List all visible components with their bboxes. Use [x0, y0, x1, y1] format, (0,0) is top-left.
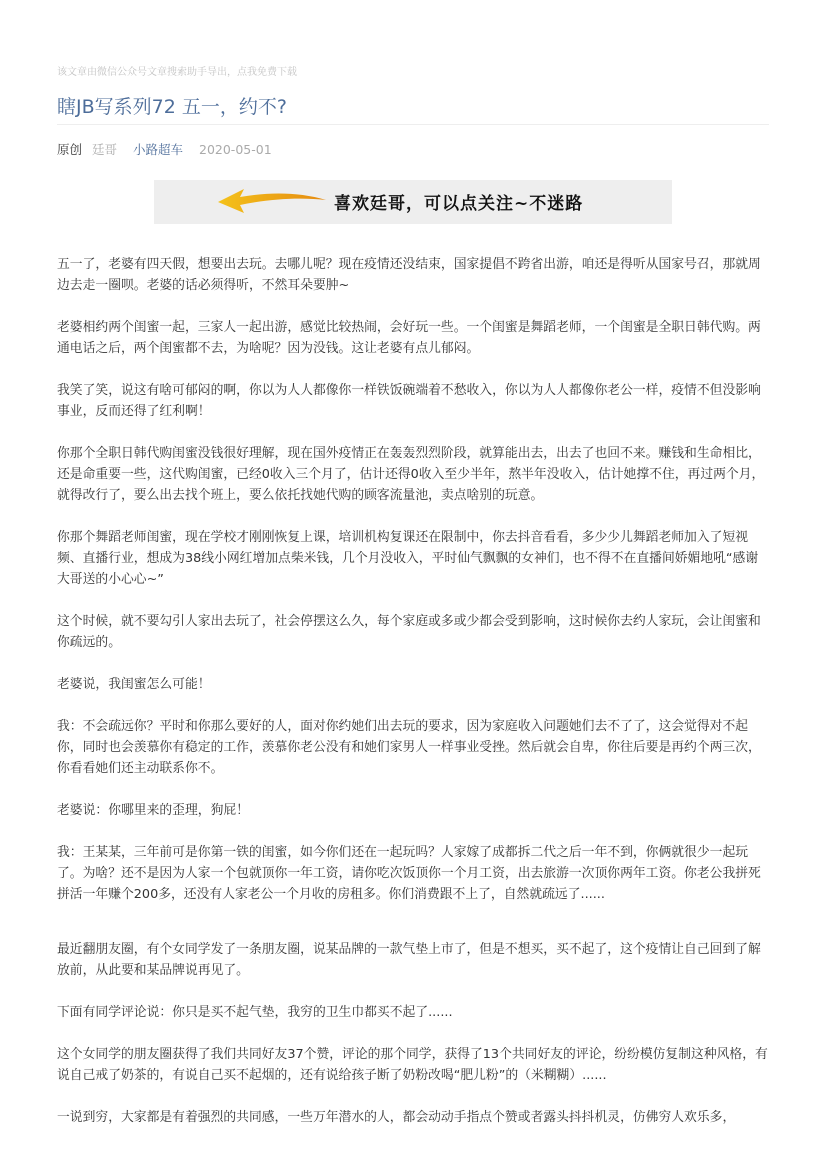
article-title: 瞎JB写系列72 五一，约不?: [57, 96, 287, 118]
paragraph: 这个时候，就不要勾引人家出去玩了，社会停摆这么久，每个家庭或多或少都会受到影响，这时候你去约人家玩，会让闺蜜和你疏远的。: [57, 614, 761, 650]
paragraph: 你那个全职日韩代购闺蜜没钱很好理解，现在国外疫情正在轰轰烈烈阶段，就算能出去，出去了也回不来。赚钱和生命相比，还是命重要一些，这代购闺蜜，已经0收入三个月了，估计还得0收入至少半年，熬半年没收入，估计她撑不住，再过两个月，就得改行了，要么出去找个班上，要么依托找她代购的顾客流量池，卖点啥别的玩意。: [57, 446, 765, 503]
follow-banner: [154, 180, 672, 224]
export-notice-link[interactable]: 该文章由微信公众号文章搜索助手导出，点我免费下载: [57, 67, 297, 78]
author-name: 廷哥: [92, 142, 118, 157]
paragraph: 我：王某某，三年前可是你第一铁的闺蜜，如今你们还在一起玩吗？人家嫁了成都拆二代之后一年不到，你俩就很少一起玩了。为啥？还不是因为人家一个包就顶你一年工资，请你吃次饭顶你一个月工资，出去旅游一次顶你两年工资。你老公我拼死拼活一年赚个200多，还没有人家老公一个月收的房租多。你们消费跟不上了，自然就疏远了......: [57, 845, 761, 902]
original-tag: 原创: [57, 142, 83, 157]
paragraph: 我：不会疏远你？平时和你那么要好的人，面对你约她们出去玩的要求，因为家庭收入问题她们去不了了，这会觉得对不起你，同时也会羡慕你有稳定的工作，羡慕你老公没有和她们家男人一样事业受挫。然后就会自卑，你往后要是再约个两三次，你看看她们还主动联系你不。: [57, 719, 761, 776]
title-divider: [57, 124, 769, 125]
paragraph: 老婆说：你哪里来的歪理，狗屁！: [57, 803, 249, 818]
article-meta: [57, 140, 272, 158]
article-body: [57, 254, 769, 1149]
paragraph: 一说到穷，大家都是有着强烈的共同感，一些万年潜水的人，都会动动手指点个赞或者露头抖抖机灵，仿佛穷人欢乐多，: [57, 1110, 736, 1125]
paragraph: 最近翻朋友圈，有个女同学发了一条朋友圈，说某品牌的一款气垫上市了，但是不想买，买不起了，这个疫情让自己回到了解放前，从此要和某品牌说再见了。: [57, 942, 761, 978]
paragraph: 我笑了笑，说这有啥可郁闷的啊，你以为人人都像你一样铁饭碗端着不愁收入，你以为人人都像你老公一样，疫情不但没影响事业，反而还得了红利啊！: [57, 383, 761, 419]
paragraph: 五一了，老婆有四天假，想要出去玩。去哪儿呢？现在疫情还没结束，国家提倡不跨省出游，咱还是得听从国家号召，那就周边去走一圈呗。老婆的话必须得听，不然耳朵要肿~: [57, 257, 761, 293]
paragraph: 这个女同学的朋友圈获得了我们共同好友37个赞，评论的那个同学，获得了13个共同好友的评论，纷纷模仿复制这种风格，有说自己戒了奶茶的，有说自己买不起烟的，还有说给孩子断了奶粉改喝“肥儿粉”的（米糊糊）......: [57, 1047, 768, 1083]
paragraph: 老婆说，我闺蜜怎么可能！: [57, 677, 211, 692]
publish-date: 2020-05-01: [199, 142, 272, 157]
paragraph: 老婆相约两个闺蜜一起，三家人一起出游，感觉比较热闹，会好玩一些。一个闺蜜是舞蹈老师，一个闺蜜是全职日韩代购。两通电话之后，两个闺蜜都不去，为啥呢？因为没钱。这让老婆有点儿郁闷。: [57, 320, 761, 356]
paragraph: 下面有同学评论说：你只是买不起气垫，我穷的卫生巾都买不起了......: [57, 1005, 453, 1020]
paragraph: 你那个舞蹈老师闺蜜，现在学校才刚刚恢复上课，培训机构复课还在限制中，你去抖音看看，多少少儿舞蹈老师加入了短视频、直播行业，想成为38线小网红增加点柴米钱，几个月没收入，平时仙气飘飘的女神们，也不得不在直播间娇媚地吼“感谢大哥送的小心心~”: [57, 530, 759, 587]
arrow-icon: [214, 180, 334, 224]
banner-text: 喜欢廷哥，可以点关注~不迷路: [334, 194, 584, 214]
account-link[interactable]: 小路超车: [133, 142, 184, 157]
